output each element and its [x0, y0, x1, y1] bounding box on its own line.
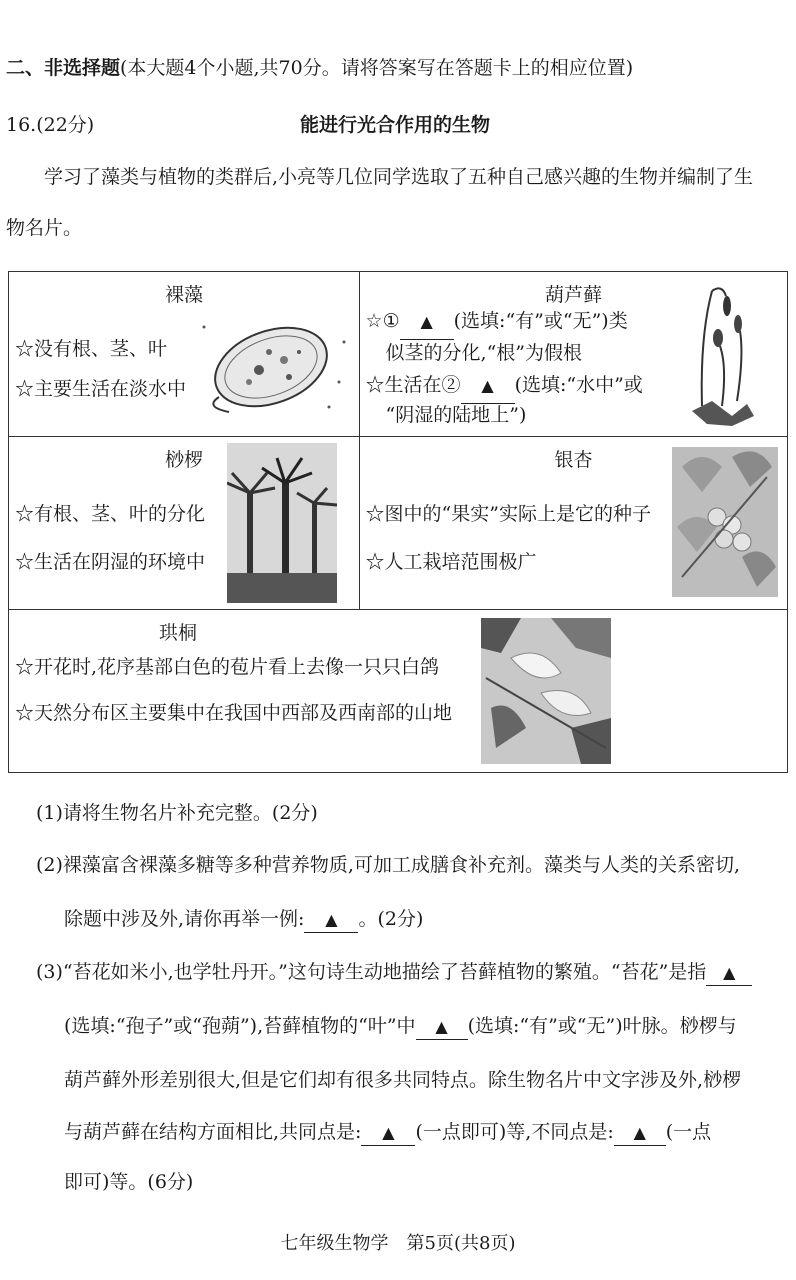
page-footer: 七年级生物学 第5页(共8页)	[280, 1233, 516, 1254]
blank-1[interactable]	[400, 304, 454, 340]
huluxian-l3-suffix: (选填:“水中”或	[514, 374, 643, 396]
q3-blank-3[interactable]	[361, 1120, 415, 1146]
q3-line4-middle: (一点即可)等,不同点是:	[415, 1121, 614, 1143]
euglena-image	[189, 312, 354, 422]
ginkgo-image	[672, 447, 778, 597]
q3-line2-prefix: (选填:“孢子”或“孢蒴”),苔藓植物的“叶”中	[64, 1015, 416, 1037]
tree-fern-image	[227, 443, 337, 603]
q3-line1-prefix: (3)“苔花如米小,也学牡丹开。”这句诗生动地描绘了苔藓植物的繁殖。“苔花”是指	[36, 961, 707, 983]
card-huluxian-line4: “阴湿的陆地上”)	[385, 404, 527, 426]
card-title-suoluo: 桫椤	[164, 449, 203, 471]
huluxian-l1-prefix: ☆①	[365, 310, 400, 332]
sub-question-2-line1: (2)裸藻富含裸藻多糖等多种营养物质,可加工成膳食补充剂。藻类与人类的关系密切,	[36, 854, 740, 876]
intro-line-1: 学习了藻类与植物的类群后,小亮等几位同学选取了五种自己感兴趣的生物并编制了生	[44, 166, 754, 188]
card-yinxing-line1: ☆图中的“果实”实际上是它的种子	[365, 503, 651, 525]
card-yinxing-line2: ☆人工栽培范围极广	[365, 551, 537, 573]
card-huluxian	[359, 272, 787, 437]
card-gongtong	[9, 610, 788, 773]
q3-blank-1[interactable]	[706, 960, 752, 986]
card-luozao	[9, 272, 360, 437]
q3-line2-suffix: (选填:“有”或“无”)叶脉。桫椤与	[467, 1015, 737, 1037]
sub-question-3-line4	[64, 1120, 711, 1146]
sub-question-3-line1	[36, 960, 752, 986]
card-title-huluxian: 葫芦藓	[545, 284, 603, 306]
q3-line4-prefix: 与葫芦藓在结构方面相比,共同点是:	[64, 1121, 362, 1143]
huluxian-l3-prefix: ☆生活在②	[365, 374, 461, 396]
q3-blank-3-triangle: ▲	[382, 1123, 395, 1142]
q2-blank[interactable]	[304, 907, 358, 933]
q2-line2-suffix: 。(2分)	[358, 908, 424, 930]
sub-question-3-line3: 葫芦藓外形差别很大,但是它们却有很多共同特点。除生物名片中文字涉及外,桫椤	[64, 1069, 742, 1091]
question-number: 16.(22分)	[6, 114, 95, 136]
card-huluxian-line1	[366, 304, 628, 340]
card-luozao-line1: ☆没有根、茎、叶	[15, 338, 168, 360]
card-suoluo-line2: ☆生活在阴湿的环境中	[15, 551, 206, 573]
card-gongtong-line1: ☆开花时,花序基部白色的苞片看上去像一只只白鸽	[15, 656, 440, 678]
section-header	[6, 56, 633, 80]
q3-blank-4[interactable]	[614, 1120, 666, 1146]
card-suoluo-line1: ☆有根、茎、叶的分化	[15, 503, 206, 525]
sub-question-2-line2	[64, 907, 423, 933]
q3-blank-2[interactable]	[416, 1014, 468, 1040]
card-luozao-line2: ☆主要生活在淡水中	[15, 378, 187, 400]
organism-cards-table	[8, 271, 788, 773]
q2-blank-triangle: ▲	[325, 910, 338, 929]
blank-2-triangle: ▲	[481, 376, 494, 395]
q3-blank-1-triangle: ▲	[723, 963, 736, 982]
section-title: 二、非选择题	[6, 57, 121, 79]
q3-blank-2-triangle: ▲	[435, 1017, 448, 1036]
card-gongtong-line2: ☆天然分布区主要集中在我国中西部及西南部的山地	[15, 702, 453, 724]
sub-question-1: (1)请将生物名片补充完整。(2分)	[36, 802, 318, 824]
moss-image	[682, 276, 762, 432]
huluxian-l1-suffix: (选填:“有”或“无”)类	[453, 310, 628, 332]
question-title: 能进行光合作用的生物	[300, 114, 491, 136]
dove-tree-image	[481, 618, 611, 764]
card-title-gongtong: 珙桐	[159, 622, 198, 644]
intro-line-2: 物名片。	[6, 217, 83, 239]
card-huluxian-line2: 似茎的分化,“根”为假根	[385, 342, 583, 364]
card-title-luozao: 裸藻	[164, 284, 203, 306]
card-suoluo	[9, 437, 360, 610]
q2-line2-prefix: 除题中涉及外,请你再举一例:	[64, 908, 305, 930]
section-note: (本大题4个小题,共70分。请将答案写在答题卡上的相应位置)	[120, 57, 634, 79]
blank-1-triangle: ▲	[420, 312, 433, 331]
sub-question-3-line2	[64, 1014, 737, 1040]
q3-line4-suffix: (一点	[665, 1121, 712, 1143]
card-title-yinxing: 银杏	[554, 449, 593, 471]
sub-question-3-line5: 即可)等。(6分)	[64, 1171, 194, 1193]
card-yinxing	[359, 437, 787, 610]
q3-blank-4-triangle: ▲	[633, 1123, 646, 1142]
